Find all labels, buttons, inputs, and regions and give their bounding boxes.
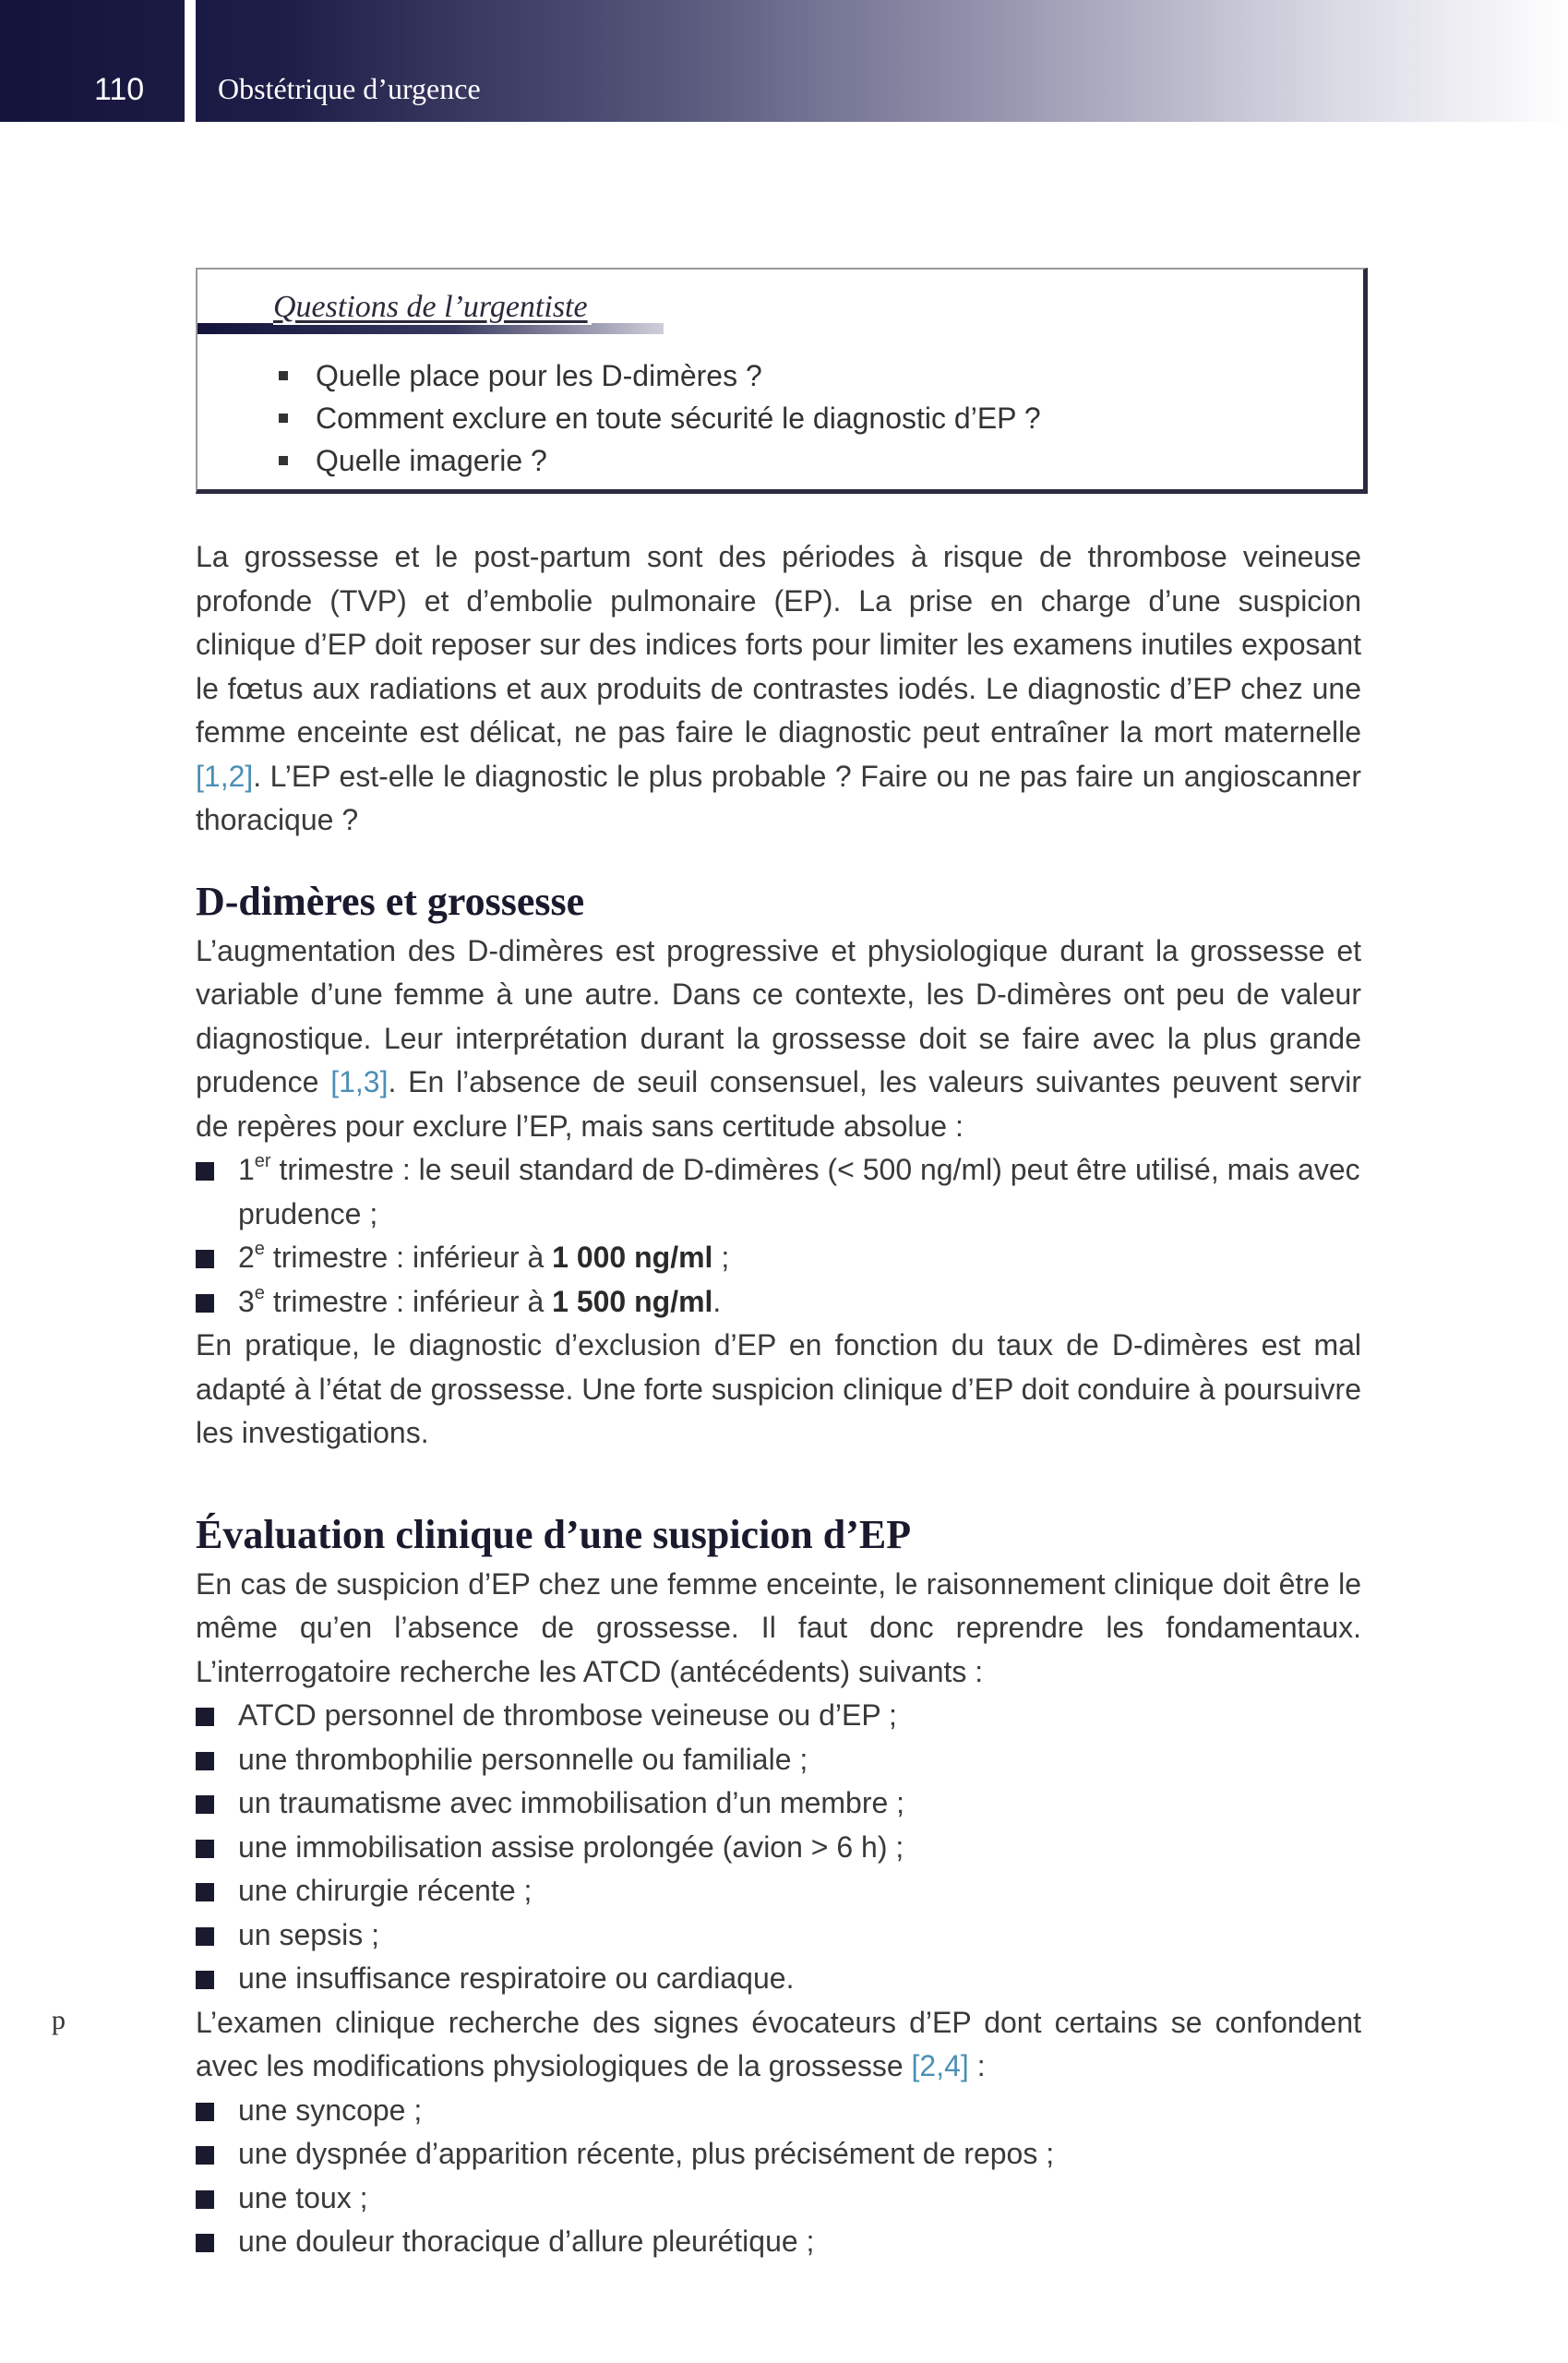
bullet-icon — [196, 2103, 214, 2121]
bullet-icon — [196, 2146, 214, 2165]
bullet-icon — [196, 1162, 214, 1181]
margin-mark: p — [52, 2005, 66, 2035]
question-item: Comment exclure en toute sécurité le diagnostic d’EP ? — [275, 397, 1041, 439]
signs-list — [196, 2089, 1361, 2264]
page-header — [0, 0, 1568, 122]
bullet-icon — [196, 1883, 214, 1901]
bullet-icon — [196, 1971, 214, 1989]
bullet-icon — [196, 1708, 214, 1726]
question-item: Quelle place pour les D-dimères ? — [275, 354, 1041, 397]
list-item: une douleur thoracique d’allure pleurétique ; — [196, 2220, 1361, 2264]
running-title: Obstétrique d’urgence — [218, 72, 481, 105]
bullet-icon — [196, 1927, 214, 1946]
page-number: 110 — [94, 72, 145, 107]
list-item: 2e trimestre : inférieur à 1 000 ng/ml ; — [196, 1236, 1361, 1280]
main-content — [196, 535, 1361, 2264]
list-item: ATCD personnel de thrombose veineuse ou d’EP ; — [196, 1694, 1361, 1738]
bullet-icon — [196, 1840, 214, 1858]
questions-box-title: Questions de l’urgentiste — [273, 290, 592, 325]
bullet-icon — [196, 2190, 214, 2209]
ddimeres-paragraph: L’augmentation des D-dimères est progressive et physiologique durant la grossesse et variable d’une femme à une autre. Dans ce contexte, les D-dimères ont peu de valeur diagnostique. Leur interprétation durant la grossesse doit se faire avec la plus grande prudence [1,3]. En l’absence de seuil consensuel, les valeurs suivantes peuvent servir de repères pour exclure l’EP, mais sans certitude absolue : — [196, 933, 1362, 1143]
question-item: Quelle imagerie ? — [275, 439, 1041, 482]
list-item: une dyspnée d’apparition récente, plus précisément de repos ; — [196, 2132, 1361, 2177]
bullet-icon — [196, 1752, 214, 1770]
list-item: une immobilisation assise prolongée (avion > 6 h) ; — [196, 1826, 1361, 1870]
bullet-icon — [279, 414, 288, 423]
citation[interactable]: [2,4] — [911, 2049, 969, 2082]
intro-paragraph: La grossesse et le post-partum sont des périodes à risque de thrombose veineuse profonde (TVP) et d’embolie pulmonaire (EP). La prise en charge d’une suspicion clinique d’EP doit reposer sur des indices forts pour limiter les examens inutiles exposant le fœtus aux radiations et aux produits de contrastes iodés. Le diagnostic d’EP chez une femme enceinte est délicat, ne pas faire le diagnostic peut entraîner la mort maternelle [1,2]. L’EP est-elle le diagnostic le plus probable ? Faire ou ne pas faire un angioscanner thoracique ? — [196, 540, 1361, 836]
citation[interactable]: [1,3] — [330, 1065, 389, 1098]
bullet-icon — [279, 456, 288, 465]
list-item: un sepsis ; — [196, 1913, 1361, 1958]
history-list — [196, 1694, 1361, 2001]
list-item: une toux ; — [196, 2177, 1361, 2221]
list-item: 1er trimestre : le seuil standard de D-dimères (< 500 ng/ml) peut être utilisé, mais avec prudence ; — [196, 1148, 1361, 1236]
list-item: 3e trimestre : inférieur à 1 500 ng/ml. — [196, 1280, 1361, 1325]
bullet-icon — [196, 1795, 214, 1814]
bullet-icon — [196, 2234, 214, 2252]
exam-paragraph: L’examen clinique recherche des signes évocateurs d’EP dont certains se confondent avec les modifications physiologiques de la grossesse [2,4] : — [196, 2005, 1361, 2082]
questions-list — [275, 354, 1041, 482]
ddimeres-conclusion: En pratique, le diagnostic d’exclusion d’EP en fonction du taux de D-dimères est mal adapté à l’état de grossesse. Une forte suspicion clinique d’EP doit conduire à poursuivre les investigations. — [196, 1328, 1361, 1449]
trimester-list — [196, 1148, 1361, 1324]
evaluation-paragraph: En cas de suspicion d’EP chez une femme enceinte, le raisonnement clinique doit être le même qu’en l’absence de grossesse. Il faut donc reprendre les fondamentaux. L’interrogatoire recherche les ATCD (antécédents) suivants : — [196, 1566, 1361, 1688]
bullet-icon — [196, 1294, 214, 1313]
list-item: un traumatisme avec immobilisation d’un membre ; — [196, 1781, 1361, 1826]
citation[interactable]: [1,2] — [196, 759, 254, 793]
bullet-icon — [279, 371, 288, 380]
questions-box — [196, 268, 1368, 494]
list-item: une chirurgie récente ; — [196, 1869, 1361, 1913]
list-item: une thrombophilie personnelle ou familiale ; — [196, 1738, 1361, 1782]
header-separator — [185, 0, 196, 122]
list-item: une insuffisance respiratoire ou cardiaque. — [196, 1957, 1361, 2001]
section-heading-evaluation: Évaluation clinique d’une suspicion d’EP — [196, 1511, 912, 1557]
list-item: une syncope ; — [196, 2089, 1361, 2133]
bullet-icon — [196, 1250, 214, 1268]
section-heading-ddimeres: D-dimères et grossesse — [196, 878, 585, 924]
